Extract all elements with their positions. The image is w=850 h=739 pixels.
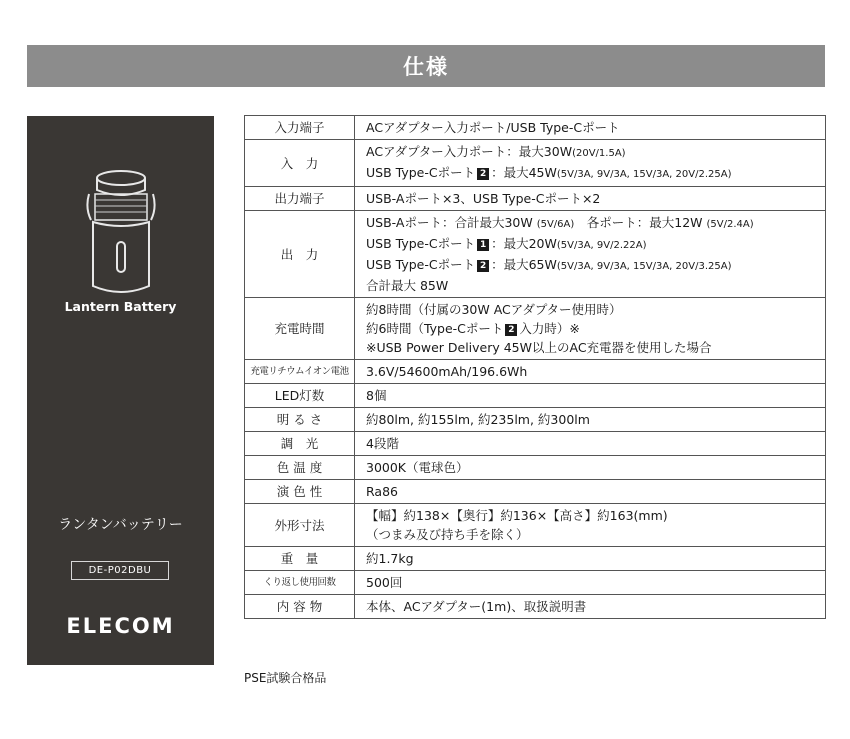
spec-label: 入力端子 xyxy=(245,116,355,140)
spec-value-line xyxy=(366,525,825,544)
spec-value-line xyxy=(366,597,825,616)
spec-text: 合計最大 85W xyxy=(366,278,449,293)
spec-row xyxy=(245,432,826,456)
spec-value-line xyxy=(366,386,825,405)
spec-value-line xyxy=(366,482,825,501)
spec-value xyxy=(355,595,826,619)
brand-logo: ELECOM xyxy=(66,614,175,638)
spec-label: 明 る さ xyxy=(245,408,355,432)
spec-row xyxy=(245,116,826,140)
product-side-panel xyxy=(27,116,214,665)
spec-value-line xyxy=(366,189,825,208)
spec-label: 色 温 度 xyxy=(245,456,355,480)
spec-label: 演 色 性 xyxy=(245,480,355,504)
spec-value-line xyxy=(366,573,825,592)
spec-text: 入力時）※ xyxy=(519,321,580,336)
spec-row xyxy=(245,456,826,480)
spec-text: USB Type-Cポート xyxy=(366,236,476,251)
spec-text: (20V/1.5A) xyxy=(572,148,626,159)
spec-row xyxy=(245,384,826,408)
spec-text: （つまみ及び持ち手を除く） xyxy=(366,527,529,542)
spec-label: 外形寸法 xyxy=(245,504,355,547)
spec-text: ACアダプター入力ポート：最大30W xyxy=(366,144,573,159)
spec-value xyxy=(355,116,826,140)
spec-value-line xyxy=(366,506,825,525)
spec-text: ：最大45W xyxy=(491,165,557,180)
spec-value-line xyxy=(366,458,825,477)
spec-value-line xyxy=(366,276,825,295)
spec-row xyxy=(245,187,826,211)
spec-value xyxy=(355,140,826,187)
spec-value xyxy=(355,211,826,298)
spec-label: 入 力 xyxy=(245,140,355,187)
spec-value xyxy=(355,571,826,595)
spec-label: 充電リチウムイオン電池 xyxy=(245,360,355,384)
spec-label: 充電時間 xyxy=(245,298,355,360)
spec-row xyxy=(245,571,826,595)
spec-label: 出力端子 xyxy=(245,187,355,211)
spec-text: 【幅】約138×【奥行】約136×【高さ】約163(mm) xyxy=(366,508,668,523)
spec-value-line xyxy=(366,118,825,137)
spec-label: LED灯数 xyxy=(245,384,355,408)
spec-text: 約1.7kg xyxy=(366,551,414,566)
spec-text: ：最大20W xyxy=(491,236,557,251)
spec-row xyxy=(245,360,826,384)
side-model-en: Lantern Battery xyxy=(64,299,177,314)
spec-value-line xyxy=(366,213,825,234)
spec-value xyxy=(355,456,826,480)
spec-text: USB Type-Cポート xyxy=(366,257,476,272)
spec-row xyxy=(245,547,826,571)
footnote: PSE試験合格品 xyxy=(244,671,327,685)
spec-value-line xyxy=(366,549,825,568)
spec-row xyxy=(245,211,826,298)
spec-text: ※USB Power Delivery 45W以上のAC充電器を使用した場合 xyxy=(366,340,712,355)
spec-row xyxy=(245,408,826,432)
lantern-battery-product-icon xyxy=(83,168,159,298)
spec-value xyxy=(355,480,826,504)
spec-text: USB Type-Cポート xyxy=(366,165,476,180)
spec-text: 約6時間（Type-Cポート xyxy=(366,321,504,336)
spec-value-line xyxy=(366,163,825,184)
spec-label: 出 力 xyxy=(245,211,355,298)
spec-text: (5V/3A, 9V/2.22A) xyxy=(556,240,647,251)
spec-value xyxy=(355,408,826,432)
spec-value xyxy=(355,187,826,211)
spec-text: 8個 xyxy=(366,388,387,403)
spec-value-line xyxy=(366,434,825,453)
spec-text: 各ポート：最大12W xyxy=(574,215,707,230)
spec-row xyxy=(245,140,826,187)
spec-value-line xyxy=(366,362,825,381)
spec-text: (5V/6A) xyxy=(536,219,575,230)
spec-text: (5V/3A, 9V/3A, 15V/3A, 20V/3.25A) xyxy=(556,261,732,272)
spec-row xyxy=(245,480,826,504)
spec-row xyxy=(245,595,826,619)
side-product-name: ランタンバッテリー xyxy=(58,517,183,533)
spec-label: くり返し使用回数 xyxy=(245,571,355,595)
spec-text: USB-Aポート：合計最大30W xyxy=(366,215,537,230)
port-number-badge: 2 xyxy=(505,324,517,336)
spec-text: 3000K（電球色） xyxy=(366,460,469,475)
spec-value xyxy=(355,298,826,360)
spec-value-line xyxy=(366,234,825,255)
spec-value xyxy=(355,360,826,384)
spec-row xyxy=(245,504,826,547)
spec-text: (5V/2.4A) xyxy=(706,219,754,230)
spec-text: 500回 xyxy=(366,575,403,590)
spec-value-line xyxy=(366,255,825,276)
spec-text: USB-Aポート×3、USB Type-Cポート×2 xyxy=(366,191,601,206)
spec-text: (5V/3A, 9V/3A, 15V/3A, 20V/2.25A) xyxy=(556,169,732,180)
spec-text: ：最大65W xyxy=(491,257,557,272)
spec-text: ACアダプター入力ポート/USB Type-Cポート xyxy=(366,120,620,135)
port-number-badge: 2 xyxy=(477,260,489,272)
side-model-code: DE-P02DBU xyxy=(71,561,169,580)
spec-text: 約8時間（付属の30W ACアダプター使用時） xyxy=(366,302,622,317)
spec-value xyxy=(355,432,826,456)
spec-label: 重 量 xyxy=(245,547,355,571)
spec-text: 3.6V/54600mAh/196.6Wh xyxy=(366,364,528,379)
spec-text: Ra86 xyxy=(366,484,398,499)
spec-table xyxy=(244,115,826,619)
spec-label: 内 容 物 xyxy=(245,595,355,619)
spec-label: 調 光 xyxy=(245,432,355,456)
spec-text: 本体、ACアダプター(1m)、取扱説明書 xyxy=(366,599,587,614)
spec-value-line xyxy=(366,142,825,163)
spec-title-banner xyxy=(27,45,825,87)
spec-value-line xyxy=(366,319,825,338)
spec-value-line xyxy=(366,300,825,319)
port-number-badge: 2 xyxy=(477,168,489,180)
page-title: 仕様 xyxy=(403,55,449,79)
spec-row xyxy=(245,298,826,360)
spec-value-line xyxy=(366,338,825,357)
spec-value-line xyxy=(366,410,825,429)
spec-value xyxy=(355,504,826,547)
spec-text: 4段階 xyxy=(366,436,399,451)
spec-value xyxy=(355,547,826,571)
spec-text: 約80lm, 約155lm, 約235lm, 約300lm xyxy=(366,412,590,427)
port-number-badge: 1 xyxy=(477,239,489,251)
spec-value xyxy=(355,384,826,408)
